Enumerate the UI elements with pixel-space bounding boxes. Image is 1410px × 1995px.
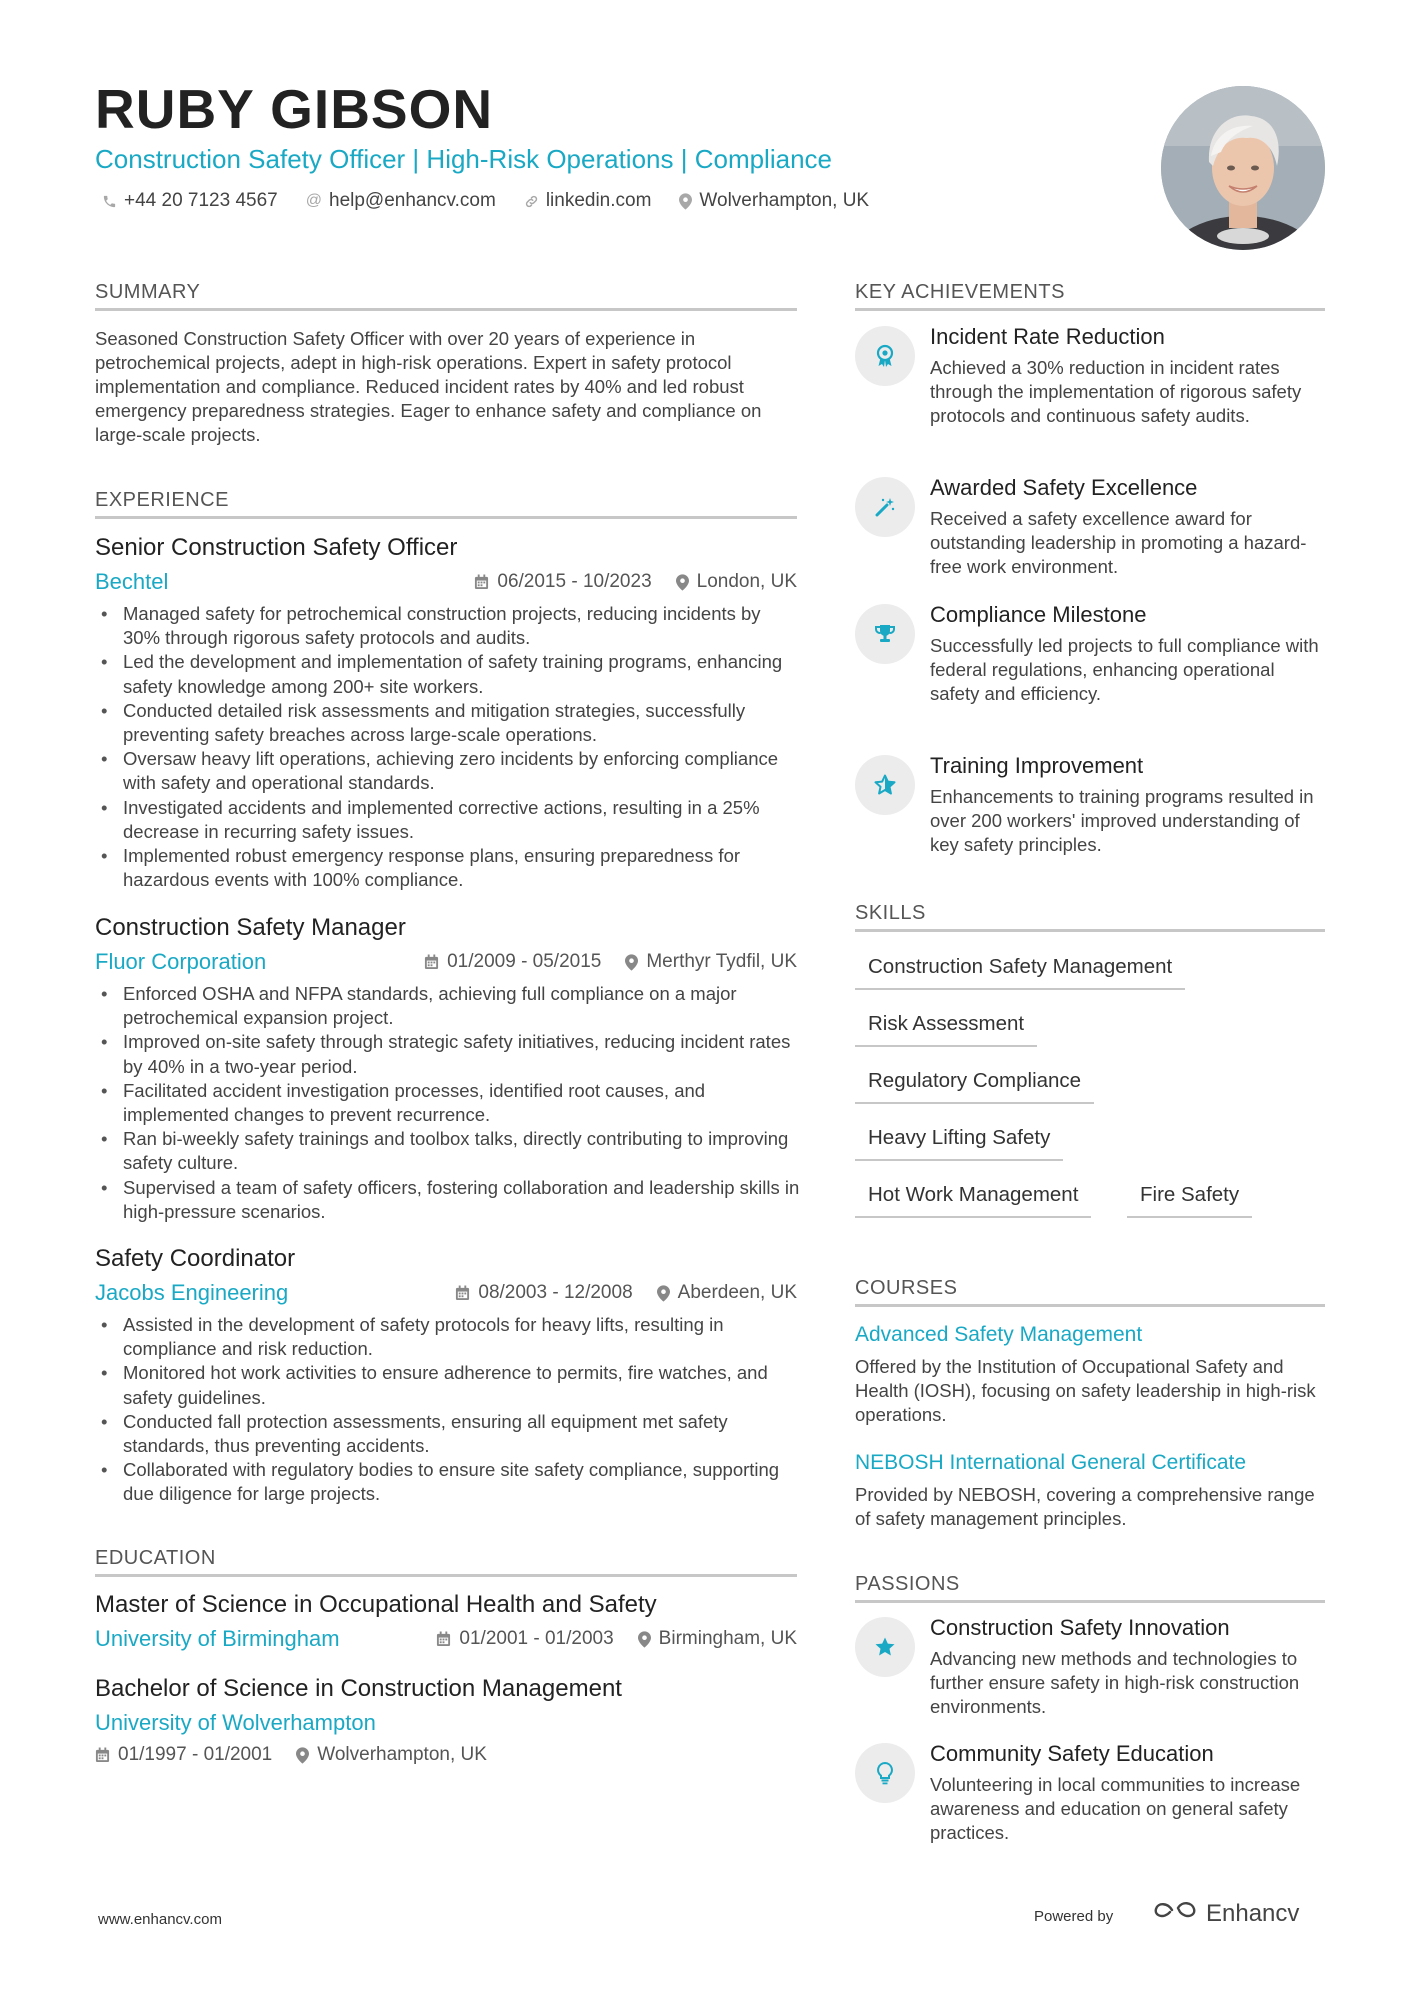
- job-meta-row: [95, 948, 797, 976]
- degree-title: Bachelor of Science in Construction Management: [95, 1675, 622, 1702]
- passion-description: Volunteering in local communities to increase awareness and education on general safety practices.: [930, 1774, 1301, 1844]
- bullet-item: • Assisted in the development of safety protocols for heavy lifts, resulting in compliance and risk reduction.: [95, 1313, 800, 1361]
- trophy-icon: [855, 604, 915, 664]
- job-title: Senior Construction Safety Officer: [95, 534, 458, 561]
- company-name: Bechtel: [95, 569, 169, 594]
- education-meta-row: [95, 1741, 487, 1769]
- headline: Construction Safety Officer | High-Risk Operations | Compliance: [95, 144, 832, 174]
- contact-phone[interactable]: [102, 190, 278, 212]
- contact-location: [679, 190, 869, 212]
- calendar-icon: [424, 954, 439, 970]
- achievement-title: Awarded Safety Excellence: [930, 475, 1198, 500]
- calendar-icon: [455, 1285, 470, 1301]
- education-dates: [95, 1741, 272, 1769]
- skill-tag: Hot Work Management: [855, 1183, 1091, 1218]
- brand-name: Enhancv: [1206, 1899, 1300, 1927]
- course-description: Provided by NEBOSH, covering a comprehensive range of safety management principles.: [855, 1484, 1315, 1530]
- profile-photo: [1161, 86, 1325, 250]
- email-text: help@enhancv.com: [329, 190, 496, 211]
- skill-tag: Heavy Lifting Safety: [855, 1126, 1063, 1161]
- magic-wand-icon: [855, 477, 915, 537]
- job-location: [676, 568, 797, 596]
- achievements-section-title: KEY ACHIEVEMENTS: [855, 280, 1325, 311]
- skill-tag: Risk Assessment: [855, 1012, 1037, 1047]
- award-ribbon-icon: [855, 326, 915, 386]
- achievement-description: Received a safety excellence award for outstanding leadership in promoting a hazard-free work environment.: [930, 508, 1307, 578]
- course-title: NEBOSH International General Certificate: [855, 1451, 1247, 1474]
- map-pin-icon: [296, 1747, 309, 1764]
- skill-tag: Construction Safety Management: [855, 955, 1185, 990]
- achievement-title: Training Improvement: [930, 753, 1144, 778]
- job-location: [625, 948, 797, 976]
- phone-icon: [102, 194, 117, 209]
- company-name: Jacobs Engineering: [95, 1280, 289, 1305]
- contact-email[interactable]: [306, 190, 496, 212]
- calendar-icon: [474, 574, 489, 590]
- location-text: Birmingham, UK: [658, 1628, 797, 1649]
- education-meta-row: [95, 1625, 797, 1653]
- phone-text: +44 20 7123 4567: [124, 190, 278, 211]
- location-text: London, UK: [696, 571, 797, 592]
- location-text: Wolverhampton, UK: [317, 1744, 487, 1765]
- dates-text: 01/2001 - 01/2003: [459, 1628, 614, 1649]
- job-meta-row: [95, 568, 797, 596]
- location-text: Aberdeen, UK: [677, 1282, 797, 1303]
- bullet-item: • Implemented robust emergency response plans, ensuring preparedness for hazardous events with 100% compliance.: [95, 844, 800, 892]
- passion-description: Advancing new methods and technologies to further ensure safety in high-risk construction environments.: [930, 1648, 1300, 1718]
- achievement-title: Incident Rate Reduction: [930, 324, 1165, 349]
- bullet-item: • Conducted detailed risk assessments and mitigation strategies, successfully preventing safety breaches across large-scale operations.: [95, 699, 800, 747]
- education-section-title: EDUCATION: [95, 1546, 797, 1577]
- job-location: [657, 1279, 797, 1307]
- powered-by-label: Powered by: [1034, 1908, 1114, 1925]
- calendar-icon: [95, 1747, 110, 1763]
- bullet-item: • Conducted fall protection assessments, ensuring all equipment met safety standards, thus preventing accidents.: [95, 1410, 800, 1458]
- course-title: Advanced Safety Management: [855, 1323, 1143, 1346]
- contact-bar: [102, 190, 869, 212]
- skill-tag: Regulatory Compliance: [855, 1069, 1094, 1104]
- map-pin-icon: [679, 193, 692, 210]
- job-title: Safety Coordinator: [95, 1245, 296, 1272]
- candidate-name: RUBY GIBSON: [95, 78, 494, 140]
- skill-tag: Fire Safety: [1127, 1183, 1252, 1218]
- courses-section-title: COURSES: [855, 1276, 1325, 1307]
- bullet-item: • Oversaw heavy lift operations, achieving zero incidents by enforcing compliance with safety and operational standards.: [95, 747, 800, 795]
- skills-section-title: SKILLS: [855, 901, 1325, 932]
- bullet-item: • Investigated accidents and implemented corrective actions, resulting in a 25% decrease in recurring safety issues.: [95, 796, 800, 844]
- star-outline-icon: [855, 755, 915, 815]
- map-pin-icon: [625, 954, 638, 971]
- school-name: University of Birmingham: [95, 1626, 340, 1651]
- footer-website[interactable]: www.enhancv.com: [98, 1911, 222, 1928]
- location-text: Merthyr Tydfil, UK: [646, 951, 797, 972]
- map-pin-icon: [676, 574, 689, 591]
- achievement-description: Achieved a 30% reduction in incident rates through the implementation of rigorous safety protocols and continuous safety audits.: [930, 357, 1302, 427]
- job-bullets: [95, 982, 800, 1224]
- dates-text: 01/2009 - 05/2015: [447, 951, 602, 972]
- bullet-item: • Facilitated accident investigation processes, identified root causes, and implemented changes to prevent recurrence.: [95, 1079, 800, 1127]
- achievement-description: Successfully led projects to full compliance with federal regulations, enhancing operational safety and efficiency.: [930, 635, 1319, 705]
- job-bullets: [95, 602, 800, 892]
- bullet-item: • Monitored hot work activities to ensure adherence to permits, fire watches, and safety guidelines.: [95, 1361, 800, 1409]
- education-location: [296, 1741, 487, 1769]
- map-pin-icon: [657, 1285, 670, 1302]
- linkedin-text: linkedin.com: [545, 190, 652, 211]
- summary-section-title: SUMMARY: [95, 280, 797, 311]
- dates-text: 08/2003 - 12/2008: [478, 1282, 633, 1303]
- map-pin-icon: [638, 1631, 651, 1648]
- education-dates: [436, 1625, 613, 1653]
- dates-text: 01/1997 - 01/2001: [118, 1744, 273, 1765]
- bullet-item: • Led the development and implementation of safety training programs, enhancing safety knowledge among 200+ site workers.: [95, 650, 800, 698]
- education-location: [638, 1625, 797, 1653]
- bullet-item: • Collaborated with regulatory bodies to ensure site safety compliance, supporting due diligence for large projects.: [95, 1458, 800, 1506]
- course-description: Offered by the Institution of Occupational Safety and Health (IOSH), focusing on safety leadership in high-risk operations.: [855, 1356, 1316, 1426]
- bullet-item: • Improved on-site safety through strategic safety initiatives, reducing incident rates by 40% in a two-year period.: [95, 1030, 800, 1078]
- job-dates: [474, 568, 651, 596]
- star-icon: [855, 1617, 915, 1677]
- dates-text: 06/2015 - 10/2023: [497, 571, 652, 592]
- job-title: Construction Safety Manager: [95, 914, 406, 941]
- company-name: Fluor Corporation: [95, 949, 267, 974]
- bullet-item: • Enforced OSHA and NFPA standards, achieving full compliance on a major petrochemical expansion project.: [95, 982, 800, 1030]
- passion-title: Construction Safety Innovation: [930, 1615, 1230, 1640]
- job-dates: [455, 1279, 632, 1307]
- at-icon: @: [305, 192, 322, 209]
- achievement-title: Compliance Milestone: [930, 602, 1147, 627]
- passion-title: Community Safety Education: [930, 1741, 1214, 1766]
- location-text: Wolverhampton, UK: [699, 190, 870, 211]
- degree-title: Master of Science in Occupational Health and Safety: [95, 1591, 657, 1618]
- lightbulb-icon: [855, 1743, 915, 1803]
- bullet-item: • Managed safety for petrochemical construction projects, reducing incidents by 30% through rigorous safety protocols and audits.: [95, 602, 800, 650]
- experience-section-title: EXPERIENCE: [95, 488, 797, 519]
- calendar-icon: [436, 1631, 451, 1647]
- job-bullets: [95, 1313, 800, 1507]
- achievement-description: Enhancements to training programs resulted in over 200 workers' improved understanding of key safety principles.: [930, 786, 1314, 856]
- bullet-item: • Supervised a team of safety officers, fostering collaboration and leadership skills in high-pressure scenarios.: [95, 1176, 800, 1224]
- enhancv-mark-icon: [1152, 1899, 1198, 1928]
- link-icon: [524, 194, 539, 209]
- bullet-item: • Ran bi-weekly safety trainings and toolbox talks, directly contributing to improving safety culture.: [95, 1127, 800, 1175]
- summary-text: Seasoned Construction Safety Officer with over 20 years of experience in petrochemical projects, adept in high-risk operations. Expert in safety protocol implementation and compliance. Reduced incident rates by 40% and led robust emergency preparedness strategies. Eager to enhance safety and compliance on large-scale projects.: [95, 328, 762, 445]
- passions-section-title: PASSIONS: [855, 1572, 1325, 1603]
- contact-linkedin[interactable]: [524, 190, 652, 212]
- job-dates: [424, 948, 601, 976]
- enhancv-logo[interactable]: [1152, 1899, 1299, 1928]
- job-meta-row: [95, 1279, 797, 1307]
- school-name: University of Wolverhampton: [95, 1710, 376, 1735]
